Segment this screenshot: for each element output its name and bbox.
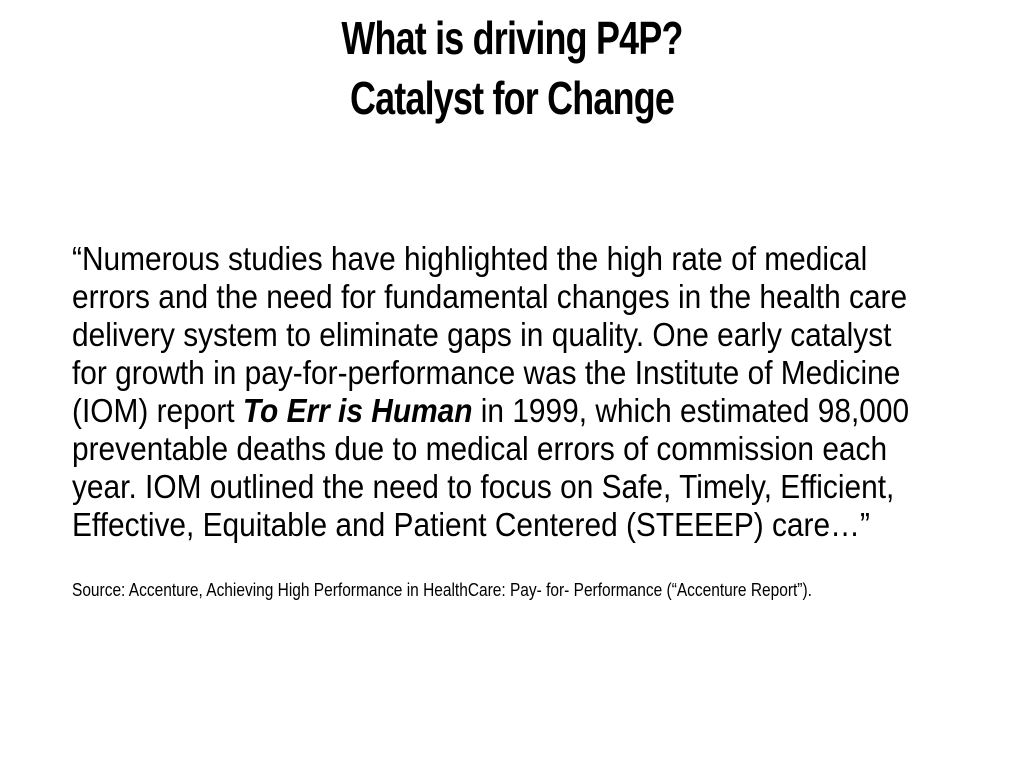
quote-line-8: Effective, Equitable and Patient Centered (STEEEP) care…” [72,506,870,543]
slide-title [113,8,912,128]
title-line-1: What is driving P4P? [341,12,683,64]
title-line-2: Catalyst for Change [349,72,675,124]
source-citation: Source: Accenture, Achieving High Performance in HealthCare: Pay- for- Performance (“Accenture Report”). [72,580,812,600]
quote-line-5-end: in 1999, which estimated 98,000 [472,392,910,429]
quote-line-2: errors and the need for fundamental changes in the health care [72,278,908,315]
quote-block [72,240,914,544]
quote-line-1: “Numerous studies have highlighted the high rate of medical [72,240,868,277]
quote-line-6: preventable deaths due to medical errors of commission each [72,430,888,467]
report-title-emphasis: To Err is Human [242,392,473,429]
quote-line-7: year. IOM outlined the need to focus on Safe, Timely, Efficient, [72,468,895,505]
quote-line-5 [72,392,914,430]
quote-line-4: for growth in pay-for-performance was the Institute of Medicine [72,354,901,391]
quote-line-3: delivery system to eliminate gaps in quality. One early catalyst [72,316,892,353]
quote-line-5-start: (IOM) report [72,392,243,429]
